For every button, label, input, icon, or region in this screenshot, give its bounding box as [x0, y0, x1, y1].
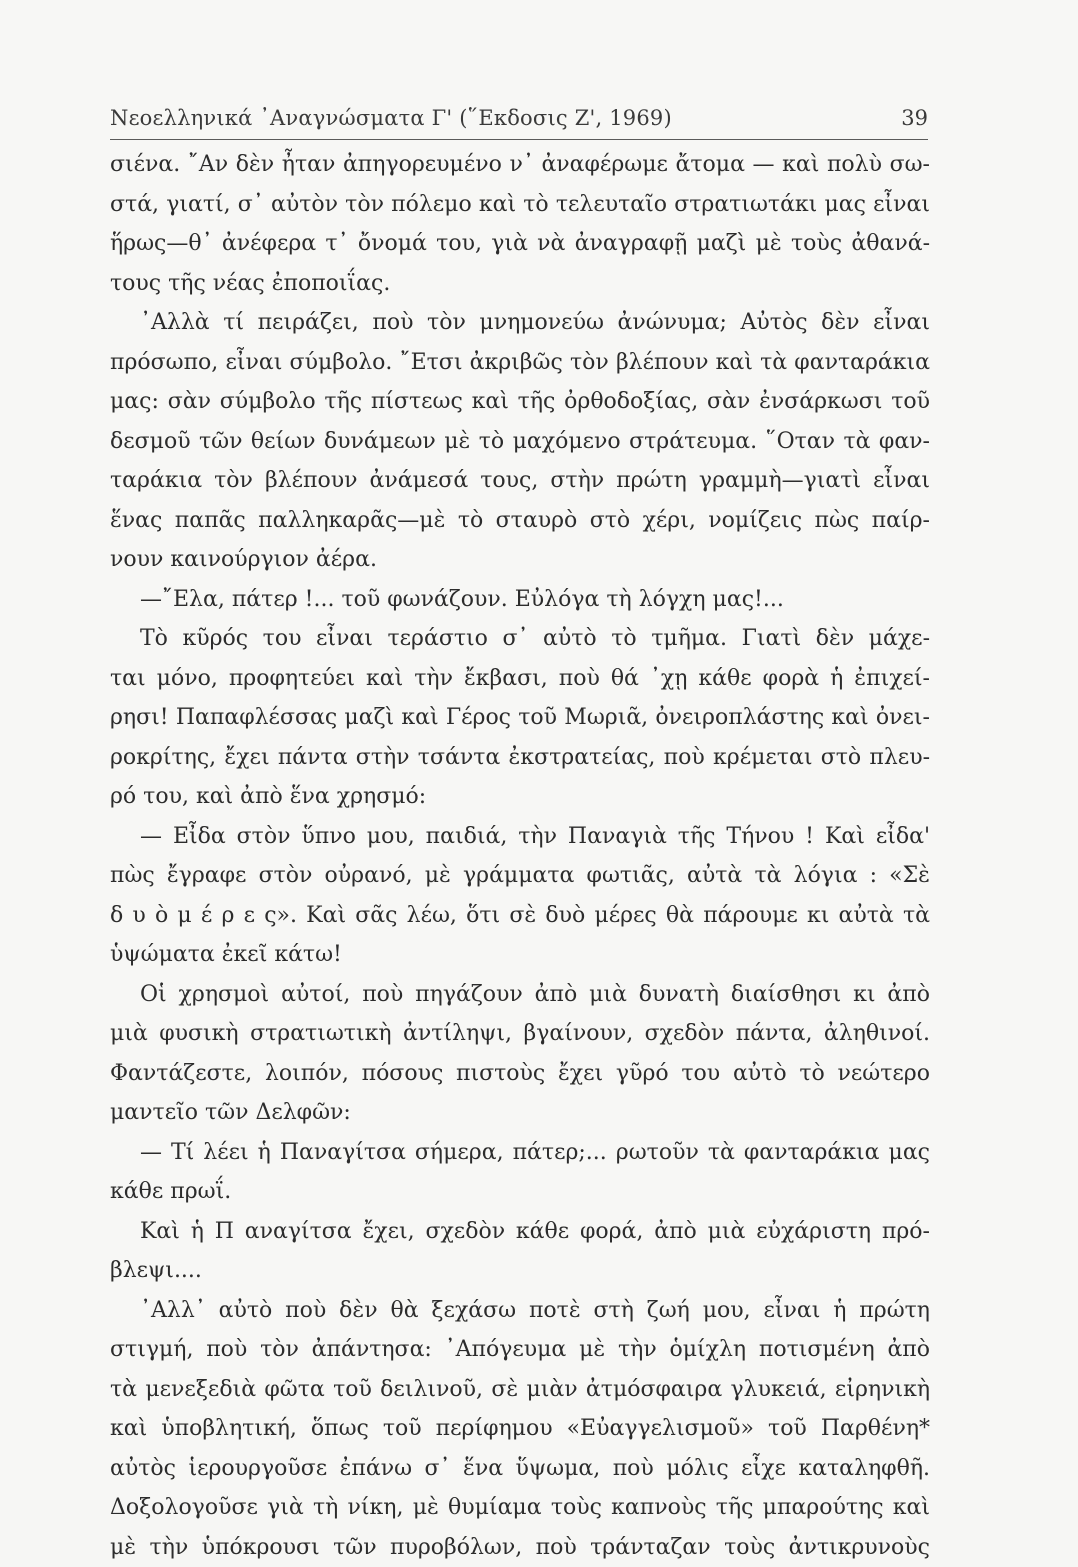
- text-line: βλεψι....: [110, 1251, 930, 1291]
- text-line: πὼς ἔγραφε στὸν οὐρανό, μὲ γράμματα φωτιᾶς, αὐτὰ τὰ λόγια : «Σὲ: [110, 856, 930, 896]
- text-line: καὶ ὑποβλητική, ὅπως τοῦ περίφημου «Εὐαγγελισμοῦ» τοῦ Παρθένη*: [110, 1409, 930, 1449]
- text-line: ἕνας παπᾶς παλληκαρᾶς—μὲ τὸ σταυρὸ στὸ χέρι, νομίζεις πὼς παίρ-: [110, 501, 930, 541]
- text-line: Οἱ χρησμοὶ αὐτοί, ποὺ πηγάζουν ἀπὸ μιὰ δυνατὴ διαίσθησι κι ἀπὸ: [110, 975, 930, 1015]
- text-line: στιγμή, ποὺ τὸν ἀπάντησα: ᾿Απόγευμα μὲ τὴν ὁμίχλη ποτισμένη ἀπὸ: [110, 1330, 930, 1370]
- header-rule: [110, 139, 928, 140]
- text-line: ταράκια τὸν βλέπουν ἀνάμεσά τους, στὴν πρώτη γραμμὴ—γιατὶ εἶναι: [110, 461, 930, 501]
- text-line: τὰ μενεξεδιὰ φῶτα τοῦ δειλινοῦ, σὲ μιὰν ἀτμόσφαιρα γλυκειά, εἰρηνικὴ: [110, 1370, 930, 1410]
- text-line: ται μόνο, προφητεύει καὶ τὴν ἔκβασι, ποὺ θά ᾿χῃ κάθε φορὰ ἡ ἐπιχεί-: [110, 659, 930, 699]
- text-line: ρησι! Παπαφλέσσας μαζὶ καὶ Γέρος τοῦ Μωριᾶ, ὀνειροπλάστης καὶ ὀνει-: [110, 698, 930, 738]
- text-line: δεσμοῦ τῶν θείων δυνάμεων μὲ τὸ μαχόμενο στράτευμα. ῞Οταν τὰ φαν-: [110, 422, 930, 462]
- header-title: Νεοελληνικά ᾿Αναγνώσματα Γ' (῞Εκδοσις Ζ', 1969): [110, 106, 672, 130]
- text-line: μαντεῖο τῶν Δελφῶν:: [110, 1093, 930, 1133]
- text-line: — Εἶδα στὸν ὕπνο μου, παιδιά, τὴν Παναγιὰ τῆς Τήνου ! Καὶ εἶδα': [110, 817, 930, 857]
- text-line: μιὰ φυσικὴ στρατιωτικὴ ἀντίληψι, βγαίνουν, σχεδὸν πάντα, ἀληθινοί.: [110, 1014, 930, 1054]
- text-line: τους τῆς νέας ἐποποιΐας.: [110, 264, 930, 304]
- text-line: Τὸ κῦρός του εἶναι τεράστιο σ᾿ αὐτὸ τὸ τμῆμα. Γιατὶ δὲν μάχε-: [110, 619, 930, 659]
- text-line: — Τί λέει ἡ Παναγίτσα σήμερα, πάτερ;... ρωτοῦν τὰ φανταράκια μας: [110, 1133, 930, 1173]
- body-text: [110, 145, 930, 1567]
- text-line: ὑψώματα ἐκεῖ κάτω!: [110, 935, 930, 975]
- text-line: σιένα. ῎Αν δὲν ἦταν ἀπηγορευμένο ν᾿ ἀναφέρωμε ἄτομα — καὶ πολὺ σω-: [110, 145, 930, 185]
- text-line: ἥρως—θ᾿ ἀνέφερα τ᾿ ὄνομά του, γιὰ νὰ ἀναγραφῇ μαζὶ μὲ τοὺς ἀθανά-: [110, 224, 930, 264]
- running-header: [110, 100, 928, 134]
- text-line: Δοξολογοῦσε γιὰ τὴ νίκη, μὲ θυμίαμα τοὺς καπνοὺς τῆς μπαρούτης καὶ: [110, 1488, 930, 1528]
- text-line: ρό του, καὶ ἀπὸ ἕνα χρησμό:: [110, 777, 930, 817]
- text-line: μας: σὰν σύμβολο τῆς πίστεως καὶ τῆς ὀρθοδοξίας, σὰν ἐνσάρκωσι τοῦ: [110, 382, 930, 422]
- page-number: 39: [901, 106, 928, 130]
- text-line: ροκρίτης, ἔχει πάντα στὴν τσάντα ἐκστρατείας, ποὺ κρέμεται στὸ πλευ-: [110, 738, 930, 778]
- text-line: κάθε πρωΐ.: [110, 1172, 930, 1212]
- text-line: Φαντάζεστε, λοιπόν, πόσους πιστοὺς ἔχει γῦρό του αὐτὸ τὸ νεώτερο: [110, 1054, 930, 1094]
- text-line: νουν καινούργιον ἀέρα.: [110, 540, 930, 580]
- text-line: στά, γιατί, σ᾿ αὐτὸν τὸν πόλεμο καὶ τὸ τελευταῖο στρατιωτάκι μας εἶναι: [110, 185, 930, 225]
- text-line: δ υ ὸ μ έ ρ ε ς». Καὶ σᾶς λέω, ὅτι σὲ δυὸ μέρες θὰ πάρουμε κι αὐτὰ τὰ: [110, 896, 930, 936]
- text-line: αὐτὸς ἱερουργοῦσε ἐπάνω σ᾿ ἕνα ὕψωμα, ποὺ μόλις εἶχε καταληφθῆ.: [110, 1449, 930, 1489]
- text-line: —῎Ελα, πάτερ !... τοῦ φωνάζουν. Εὐλόγα τὴ λόγχη μας!...: [110, 580, 930, 620]
- text-line: πρόσωπο, εἶναι σύμβολο. ῎Ετσι ἀκριβῶς τὸν βλέπουν καὶ τὰ φανταράκια: [110, 343, 930, 383]
- text-line: ᾿Αλλὰ τί πειράζει, ποὺ τὸν μνημονεύω ἀνώνυμα; Αὐτὸς δὲν εἶναι: [110, 303, 930, 343]
- text-line: μὲ τὴν ὑπόκρουσι τῶν πυροβόλων, ποὺ τράνταζαν τοὺς ἀντικρυνοὺς: [110, 1528, 930, 1567]
- text-line: Καὶ ἡ Π αναγίτσα ἔχει, σχεδὸν κάθε φορά, ἀπὸ μιὰ εὐχάριστη πρό-: [110, 1212, 930, 1252]
- text-line: ᾿Αλλ᾿ αὐτὸ ποὺ δὲν θὰ ξεχάσω ποτὲ στὴ ζωή μου, εἶναι ἡ πρώτη: [110, 1291, 930, 1331]
